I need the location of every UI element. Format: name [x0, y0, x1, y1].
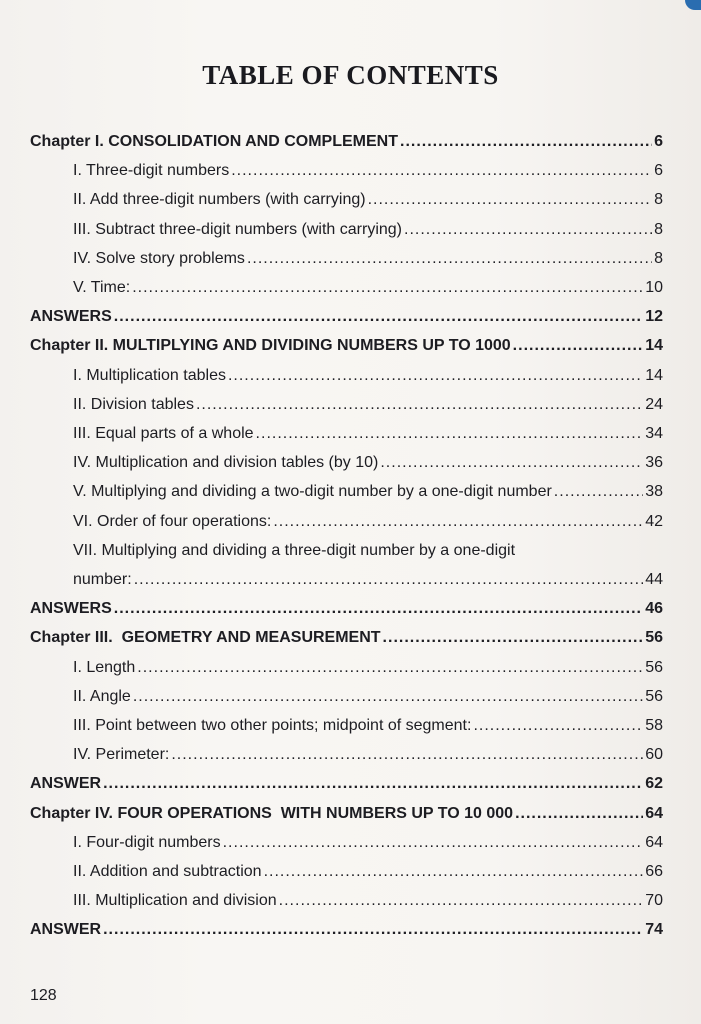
toc-leader-dots — [196, 390, 643, 419]
toc-entry-label: V. Multiplying and dividing a two-digit number by a one-digit number — [73, 483, 552, 501]
toc-entry-page: 12 — [645, 308, 663, 326]
toc-chapter-3[interactable] — [30, 623, 663, 652]
toc-answers[interactable] — [30, 302, 663, 331]
toc-leader-dots — [383, 623, 644, 652]
toc-entry-page: 56 — [645, 629, 663, 647]
toc-leader-dots — [404, 215, 652, 244]
toc-entry-page: 70 — [645, 892, 663, 910]
toc-leader-dots — [473, 711, 643, 740]
toc-section[interactable] — [30, 185, 663, 214]
toc-entry-page: 56 — [645, 687, 663, 705]
toc-leader-dots — [223, 828, 644, 857]
toc-entry-label: II. Addition and subtraction — [73, 863, 262, 881]
toc-entry-page: 14 — [645, 337, 663, 355]
toc-entry-label: number: — [73, 571, 132, 589]
toc-entry-page: 42 — [645, 512, 663, 530]
toc-entry-page: 46 — [645, 600, 663, 618]
toc-section[interactable] — [30, 740, 663, 769]
toc-leader-dots — [513, 331, 644, 360]
toc-answers[interactable] — [30, 594, 663, 623]
toc-entry-page: 62 — [645, 775, 663, 793]
toc-entry-page: 6 — [654, 162, 663, 180]
toc-entry-label: II. Division tables — [73, 395, 194, 413]
toc-leader-dots — [134, 565, 644, 594]
toc-entry-label: IV. Solve story problems — [73, 249, 245, 267]
toc-entry-page: 74 — [645, 921, 663, 939]
toc-leader-dots — [400, 127, 652, 156]
toc-entry-page: 8 — [654, 220, 663, 238]
toc-entry-label: Chapter IV. FOUR OPERATIONS WITH NUMBERS UP TO 10 000 — [30, 804, 514, 822]
toc-entry-page: 60 — [645, 746, 663, 764]
toc-entry-page: 38 — [645, 483, 663, 501]
toc-entry-label: II. Angle — [73, 687, 131, 705]
toc-leader-dots — [279, 886, 644, 915]
toc-entry-label: III. Subtract three-digit numbers (with carrying) — [73, 220, 403, 238]
toc-entry-label: III. Equal parts of a whole — [73, 425, 254, 443]
page-edge-mark — [685, 0, 701, 10]
toc-entry-label: III. Point between two other points; midpoint of segment: — [73, 717, 472, 735]
toc-chapter-1[interactable] — [30, 127, 663, 156]
toc-entry-page: 36 — [645, 454, 663, 472]
toc-entry-label: I. Multiplication tables — [73, 366, 226, 384]
toc-section[interactable] — [30, 477, 663, 506]
toc-entry-label: II. Add three-digit numbers (with carrying) — [73, 191, 366, 209]
toc-section[interactable] — [30, 273, 663, 302]
toc-entry-label: Chapter II. MULTIPLYING AND DIVIDING NUMBERS UP TO 1000 — [30, 337, 511, 355]
toc-entry-label: III. Multiplication and division — [73, 892, 277, 910]
toc-section[interactable] — [30, 828, 663, 857]
toc-entry-label: V. Time: — [73, 279, 131, 297]
toc-leader-dots — [132, 273, 643, 302]
toc-entry-label: I. Three-digit numbers — [73, 162, 230, 180]
toc-leader-dots — [247, 244, 652, 273]
toc-leader-dots — [515, 799, 643, 828]
toc-entry-label: Chapter III. GEOMETRY AND MEASUREMENT — [30, 629, 381, 647]
toc-answers[interactable] — [30, 769, 663, 798]
toc-leader-dots — [103, 769, 643, 798]
page-number: 128 — [30, 987, 57, 1004]
toc-entry-label: IV. Multiplication and division tables (by 10) — [73, 454, 379, 472]
toc-section[interactable] — [30, 215, 663, 244]
toc-entry-page: 8 — [654, 191, 663, 209]
toc-leader-dots — [554, 477, 643, 506]
toc-entry-label: ANSWERS — [30, 308, 112, 326]
toc-section[interactable] — [30, 886, 663, 915]
toc-entry-page: 44 — [645, 571, 663, 589]
toc-leader-dots — [137, 653, 643, 682]
toc-entry-page: 6 — [654, 133, 663, 150]
toc-section[interactable] — [30, 857, 663, 886]
toc-leader-dots — [380, 448, 643, 477]
toc-section[interactable] — [30, 711, 663, 740]
toc-entry-label: VI. Order of four operations: — [73, 512, 272, 530]
toc-leader-dots — [171, 740, 643, 769]
toc-section[interactable] — [30, 156, 663, 185]
toc-leader-dots — [114, 302, 643, 331]
toc-chapter-4[interactable] — [30, 799, 663, 828]
toc-section[interactable] — [30, 653, 663, 682]
toc-leader-dots — [368, 185, 653, 214]
toc-entry-page: 34 — [645, 425, 663, 443]
toc-entry-page: 58 — [645, 717, 663, 735]
table-of-contents — [30, 127, 663, 945]
toc-section-wrapped-line2[interactable] — [30, 565, 663, 594]
toc-entry-page: 56 — [645, 658, 663, 676]
toc-leader-dots — [228, 361, 643, 390]
toc-entry-page: 14 — [645, 366, 663, 384]
toc-entry-page: 8 — [654, 249, 663, 267]
toc-chapter-2[interactable] — [30, 331, 663, 360]
toc-entry-page: 24 — [645, 395, 663, 413]
toc-section-wrapped-line1[interactable] — [30, 536, 663, 565]
toc-entry-label: Chapter I. CONSOLIDATION AND COMPLEMENT — [30, 133, 398, 150]
toc-entry-label: ANSWER — [30, 775, 102, 793]
toc-leader-dots — [133, 682, 643, 711]
toc-leader-dots — [256, 419, 644, 448]
toc-entry-page: 66 — [645, 863, 663, 881]
toc-entry-label: I. Length — [73, 658, 136, 676]
toc-entry-label: VII. Multiplying and dividing a three-digit number by a one-digit — [73, 541, 516, 559]
toc-section[interactable] — [30, 448, 663, 477]
toc-section[interactable] — [30, 507, 663, 536]
toc-leader-dots — [264, 857, 644, 886]
toc-answers[interactable] — [30, 915, 663, 944]
toc-entry-label: ANSWER — [30, 921, 102, 939]
toc-leader-dots — [103, 915, 643, 944]
page-title: TABLE OF CONTENTS — [202, 60, 499, 90]
toc-leader-dots — [273, 507, 643, 536]
toc-section[interactable] — [30, 682, 663, 711]
toc-section[interactable] — [30, 244, 663, 273]
toc-entry-page: 64 — [645, 804, 663, 822]
toc-leader-dots — [114, 594, 643, 623]
toc-entry-label: IV. Perimeter: — [73, 746, 170, 764]
toc-entry-label: I. Four-digit numbers — [73, 833, 221, 851]
toc-section[interactable] — [30, 390, 663, 419]
toc-entry-label: ANSWERS — [30, 600, 112, 618]
toc-section[interactable] — [30, 361, 663, 390]
toc-entry-page: 64 — [645, 833, 663, 851]
toc-leader-dots — [231, 156, 652, 185]
toc-entry-page: 10 — [645, 279, 663, 297]
toc-section[interactable] — [30, 419, 663, 448]
